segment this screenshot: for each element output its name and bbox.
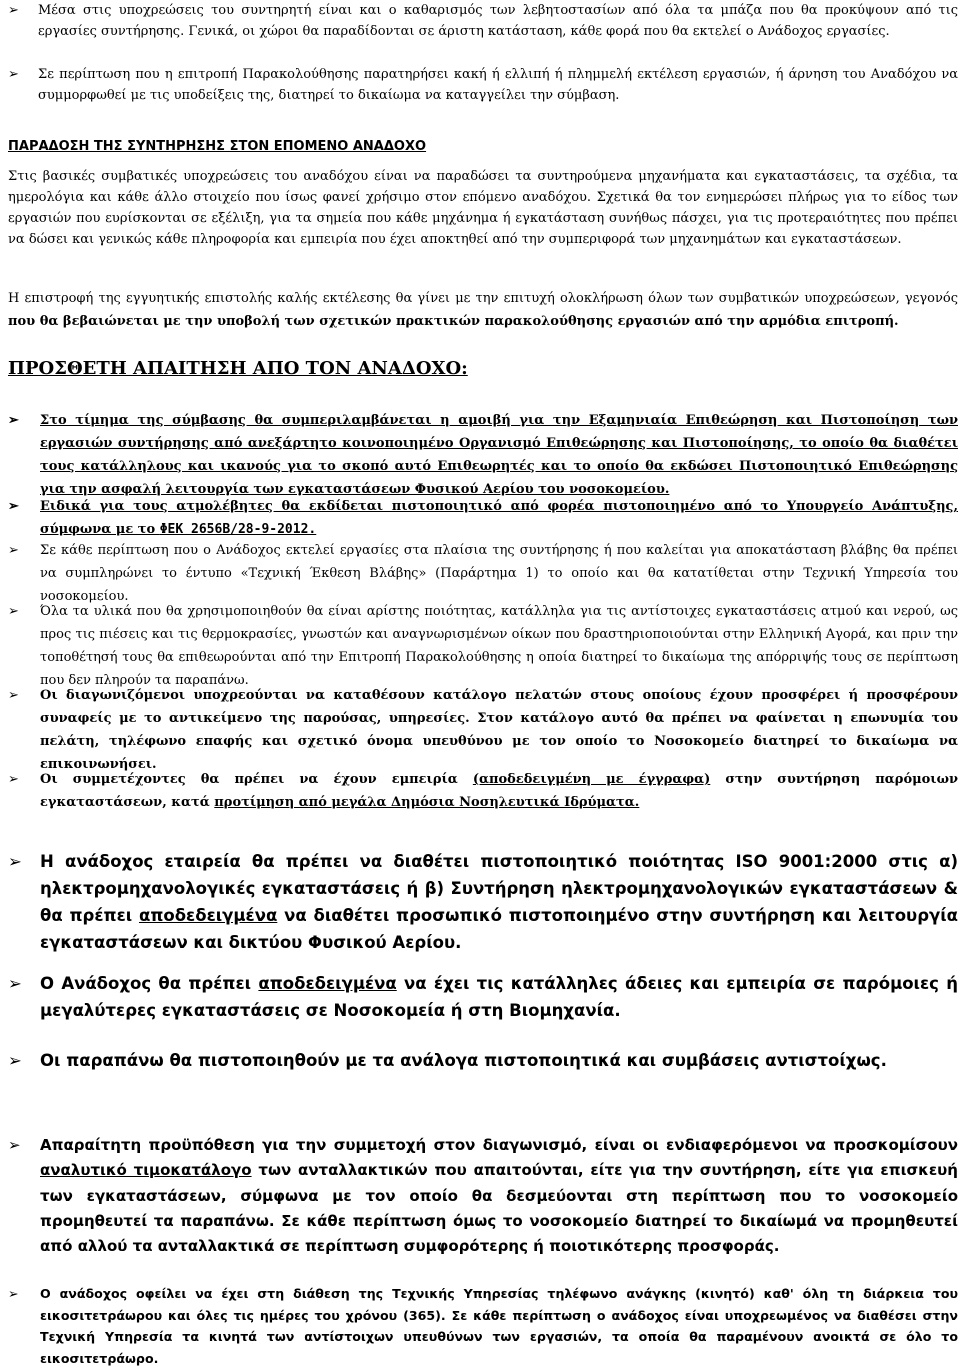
bullet-text [8, 495, 958, 541]
arrow-bullet-icon: ➢ [8, 604, 19, 619]
text-part: Η ανάδοχος εταιρεία θα πρέπει να διαθέτει πιστοποιητικό ποιότητας ISO 9001:2000 στις α) ηλεκτρομηχανολογικές εγκαταστάσεις ή β) Συντήρηση ηλεκτρομηχανολογικών εγκαταστάσεων & θα πρέπει [40, 852, 958, 925]
bullet-text: Ο ανάδοχος οφείλει να έχει στη διάθεση της Τεχνικής Υπηρεσίας τηλέφωνο ανάγκης (κινητό) καθ' όλη τη διάρκεια του εικοσιτετράωρου και όλες τις ημέρες του χρόνου (365). Σε κάθε περίπτωση ο ανάδοχος είναι υποχρεωμένος να διαθέσει στην Τεχνική Υπηρεσία τα κινητά των αντίστοιχων υπευθύνων των εργασιών, τα οποία θα παραμένουν ανοικτά σε όλο το εικοσιτετράωρο. [40, 1286, 958, 1366]
text-part: Απαραίτητη προϋπόθεση για την συμμετοχή στον διαγωνισμό, είναι οι ενδιαφερόμενοι να προσκομίσουν [40, 1136, 958, 1154]
bullet-text: Μέσα στις υποχρεώσεις του συντηρητή είναι και ο καθαρισμός των λεβητοστασίων από όλα τα μπάζα που θα προκύψουν από τις εργασίες συντήρησης. Γενικά, οι χώροι θα παραδίδονται σε άριστη κατάσταση, κάθε φορά που θα εκτελεί ο Ανάδοχος εργασίες. [38, 3, 958, 39]
paragraph-guarantee-return [8, 287, 958, 333]
bullet-text-part: Ειδικά για τους ατμολέβητες θα εκδίδεται πιστοποιητικό από φορέα πιστοποιημένο από το Υπουργείο Ανάπτυξης, σύμφωνα με το [40, 499, 958, 537]
text-part: Οι συμμετέχοντες θα πρέπει να έχουν εμπειρία [40, 772, 473, 787]
bullet-text: Όλα τα υλικά που θα χρησιμοποιηθούν θα είναι αρίστης ποιότητας, κατάλληλα για τις αντίστοιχες εγκαταστάσεις ατμού και νερού, ως προς τις πιέσεις και τις θερμοκρασίες, γνωστών και αναγνωρισμένων οίκων που δραστηριοποιούνται στην Ελληνική Αγορά, και πριν την τοποθέτησή τους θα επιθεωρούνται από την Επιτροπή Παρακολούθησης η οποία διατηρεί το δικαίωμα της απόρριψής τους σε περίπτωση που δεν πληρούν τα παραπάνω. [40, 604, 958, 688]
bullet-text: Σε κάθε περίπτωση που ο Ανάδοχος εκτελεί εργασίες στα πλαίσια της συντήρησης ή που καλείται για αποκατάσταση βλάβης θα πρέπει να συμπληρώνει το έντυπο «Τεχνική Έκθεση Βλάβης» (Παράρτημα 1) το οποίο και θα κατατίθεται στην Τεχνική Υπηρεσία του νοσοκομείου. [40, 543, 958, 604]
bullet-iso-certificate [8, 848, 958, 956]
arrow-bullet-icon: ➢ [8, 3, 19, 18]
arrow-bullet-icon: ➢ [8, 1051, 22, 1070]
arrow-bullet-icon: ➢ [8, 1286, 19, 1301]
bullet-emergency-phone [8, 1283, 958, 1369]
arrow-bullet-icon: ➢ [8, 543, 19, 558]
arrow-bullet-icon: ➢ [8, 974, 22, 993]
arrow-bullet-icon: ➢ [8, 772, 19, 787]
paragraph-handover: Στις βασικές συμβατικές υποχρεώσεις του αναδόχου είναι να παραδώσει τα συντηρούμενα μηχανήματα και εγκαταστάσεις, τα σχέδια, τα ημερολόγια και κάθε άλλο στοιχείο που ίσως φανεί χρήσιμο στον επόμενο αναδόχου. Σχετικά θα τον ενημερώσει πλήρως για το είδος των εργασιών που ευρίσκονται σε εξέλιξη, για τα σημεία που κάθε μηχάνημα ή εγκατάσταση συνήθως πάσχει, για τις προτεραιότητες που πρέπει να δώσει και γενικώς κάθε πληροφορία και εμπειρία που έχει αποκτηθεί από την συμπεριφορά των μηχανημάτων και εγκαταστάσεων. [8, 169, 958, 247]
text-part: των ανταλλακτικών που απαιτούνται, είτε για την συντήρηση, είτε για επισκευή των εγκαταστάσεων, σύμφωνα με τον οποίο θα δεσμεύονται στη περίπτωση που το νοσοκομείο προμηθευτεί τα παραπάνω. Σε κάθε περίπτωση όμως το νοσοκομείο διατηρεί το δικαίωμά να προμηθευτεί από αλλού τα ανταλλακτικά σε περίπτωση συμφορότερης ή ποιοτικότερης προσφοράς. [40, 1161, 958, 1256]
fek-reference: ΦΕΚ 2656Β/28-9-2012. [159, 522, 317, 537]
paragraph-text: Η επιστροφή της εγγυητικής επιστολής καλής εκτέλεσης θα γίνει με την επιτυχή ολοκλήρωση όλων των συμβατικών υποχρεώσεων, γεγονός [8, 291, 958, 306]
bullet-inspection-fee [8, 409, 958, 501]
arrow-bullet-icon: ➢ [8, 1136, 21, 1154]
section-heading-handover: ΠΑΡΑΔΟΣΗ ΤΗΣ ΣΥΝΤΗΡΗΣΗΣ ΣΤΟΝ ΕΠΟΜΕΝΟ ΑΝΑΔΟΧΟ [8, 139, 427, 154]
text-part: στην συντήρηση παρόμοιων εγκαταστάσεων, κατά [40, 772, 958, 810]
bullet-text [8, 848, 958, 956]
bullet-steam-boilers [8, 495, 958, 541]
bullet-client-list [8, 684, 958, 776]
bullet-text [8, 970, 958, 1024]
arrow-bullet-icon: ➢ [8, 688, 19, 703]
arrow-bullet-icon: ➢ [8, 67, 19, 82]
bullet-experience [8, 768, 958, 814]
paragraph-bold-text: που θα βεβαιώνεται με την υποβολή των σχετικών πρακτικών παρακολούθησης εργασιών από την αρμόδια επιτροπή. [8, 314, 899, 329]
text-part: να έχει τις κατάλληλες άδειες και εμπειρία σε παρόμοιες ή μεγαλύτερες εγκαταστάσεις σε Νοσοκομεία ή στη Βιομηχανία. [40, 974, 958, 1020]
arrow-bullet-icon: ➢ [8, 852, 22, 871]
bullet-text: Οι διαγωνιζόμενοι υποχρεούνται να καταθέσουν κατάλογο πελατών στους οποίους έχουν προσφέρει ή προσφέρουν συναφείς με το αντικείμενο της παρούσας, υπηρεσίες. Στον κατάλογο αυτό θα πρέπει να φαίνεται η επωνυμία του πελάτη, τηλέφωνο επαφής και σχετικό όνομα υπευθύνου με τον οποίο το Νοσοκομείο διατηρεί το δικαίωμα να επικοινωνήσει. [40, 688, 958, 772]
arrow-bullet-icon: ➢ [8, 413, 19, 428]
bullet-price-list [8, 1133, 958, 1259]
text-part: να διαθέτει προσωπικό πιστοποιημένο στην συντήρηση και λειτουργία εγκαταστάσεων και δικτύου Φυσικού Αερίου. [40, 906, 959, 952]
bullet-damage-report [8, 539, 958, 608]
underlined-text: αποδεδειγμένα [138, 906, 278, 925]
underlined-text: (αποδεδειγμένη με έγγραφα) [472, 772, 711, 787]
underlined-text: αναλυτικό τιμοκατάλογο [40, 1161, 252, 1180]
bullet-materials-quality [8, 600, 958, 692]
bullet-text [8, 1133, 958, 1259]
bullet-text: Στο τίμημα της σύμβασης θα συμπεριλαμβάνεται η αμοιβή για την Εξαμηνιαία Επιθεώρηση και Πιστοποίηση των εργασιών συντήρησης από ανεξάρτητο κοινοποιημένο Οργανισμό Επιθεώρησης και Πιστοποίησης, το οποίο θα διαθέτει τους κατάλληλους και ικανούς για το σκοπό αυτό Επιθεωρητές και το οποίο θα εκδώσει Πιστοποιητικό Επιθεώρησης για την ασφαλή λειτουργία των εγκαταστάσεων Φυσικού Αερίου του νοσοκομείου. [40, 413, 958, 497]
underlined-text: αποδεδειγμένα [258, 974, 397, 993]
bullet-termination [8, 64, 958, 106]
section-heading-additional: ΠΡΟΣΘΕΤΗ ΑΠΑΙΤΗΣΗ ΑΠΟ ΤΟΝ ΑΝΑΔΟΧΟ: [8, 358, 468, 379]
bullet-text: Οι παραπάνω θα πιστοποιηθούν με τα ανάλογα πιστοποιητικά και συμβάσεις αντιστοίχως. [40, 1051, 887, 1070]
arrow-bullet-icon: ➢ [8, 499, 19, 514]
underlined-text: προτίμηση από μεγάλα Δημόσια Νοσηλευτικά Ιδρύματα. [214, 795, 640, 810]
text-part: Ο Ανάδοχος θα πρέπει [40, 974, 259, 993]
bullet-text: Σε περίπτωση που η επιτροπή Παρακολούθησης παρατηρήσει κακή ή ελλιπή ή πλημμελή εκτέλεση εργασιών, ή άρνηση του Αναδόχου να συμμορφωθεί με τις υποδείξεις της, διατηρεί το δικαίωμα να καταγγείλει την σύμβαση. [38, 67, 958, 103]
bullet-certifications [8, 1047, 958, 1074]
bullet-cleaning [8, 0, 958, 42]
bullet-text [8, 768, 958, 814]
bullet-licenses [8, 970, 958, 1024]
